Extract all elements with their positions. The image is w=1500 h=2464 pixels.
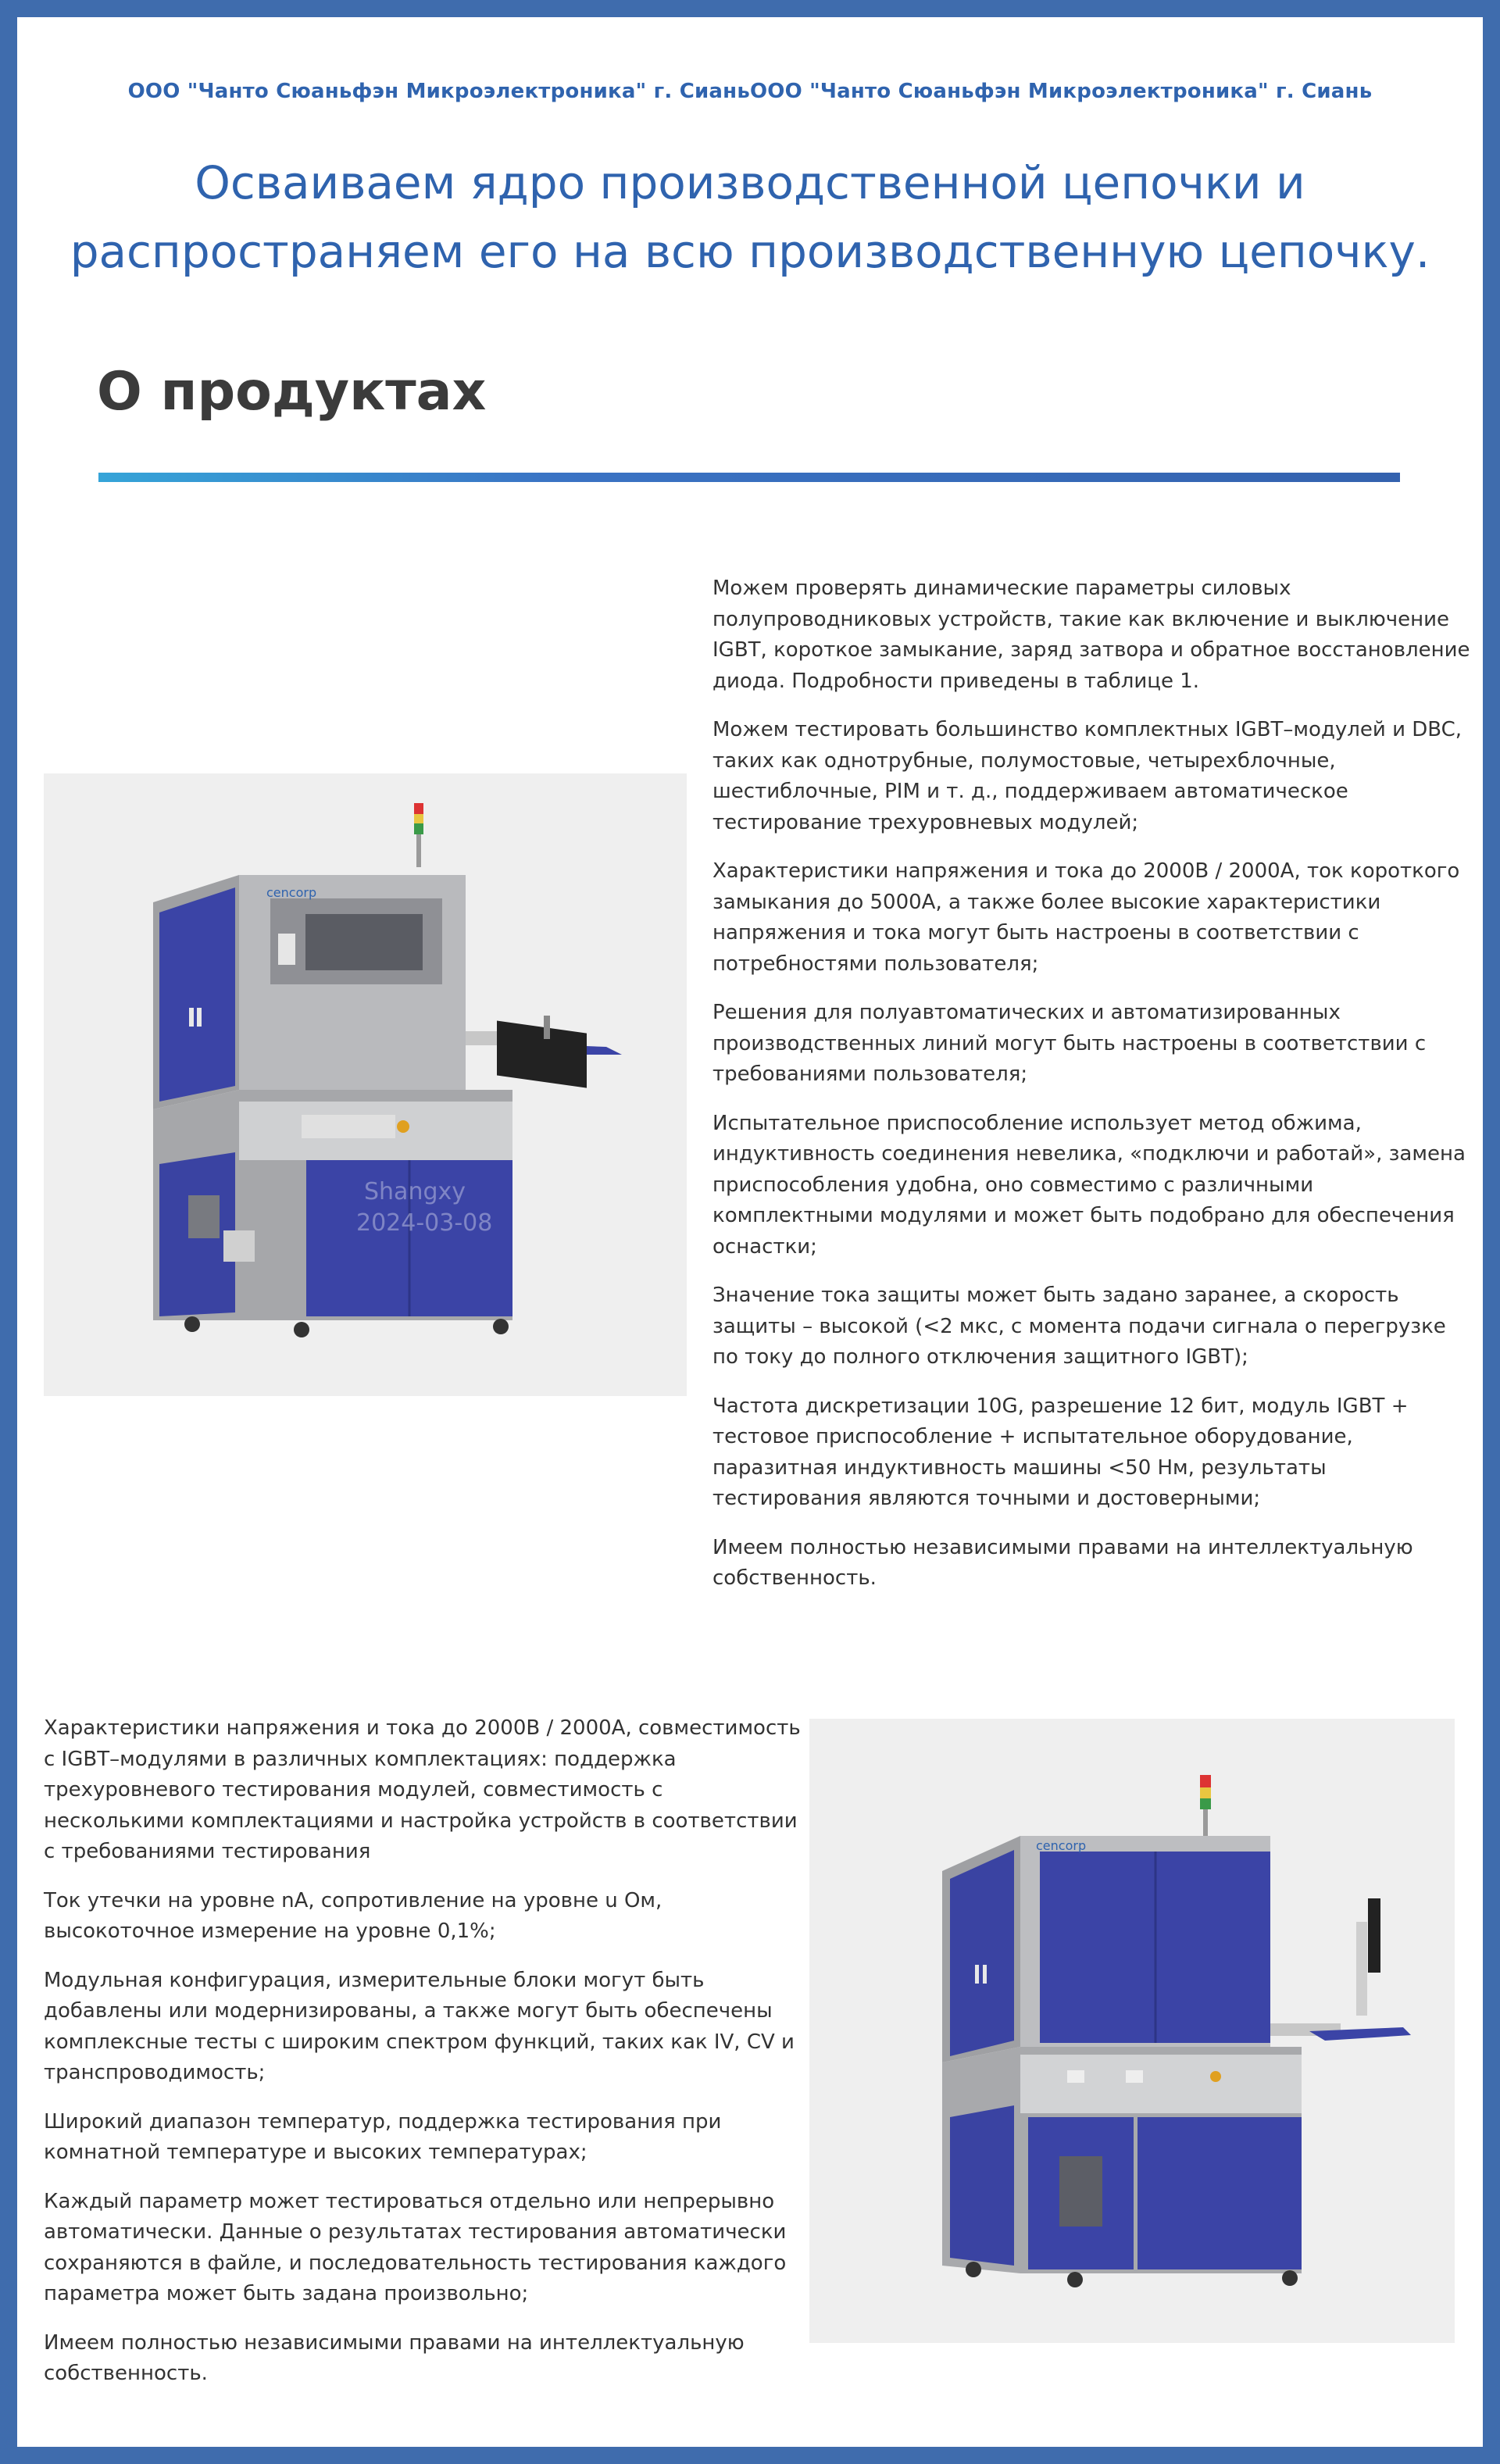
slogan-line-2: распространяем его на всю производственную цепочку. [70,225,1430,278]
product-2-paragraph: Ток утечки на уровне nA, сопротивление на уровне u Ом, высокоточное измерение на уровне 0,1%; [44,1888,662,1943]
test-machine-illustration-2 [809,1719,1455,2343]
product-1-description [712,573,1470,1612]
product-2-paragraph: Каждый параметр может тестироваться отдельно или непрерывно автоматически. Данные о результатах тестирования автоматически сохраняются в файле, и последовательность тестирования каждого параметра может быть задана произвольно; [44,2189,787,2305]
product-2-paragraph: Характеристики напряжения и тока до 2000В / 2000А, совместимость с IGBT–модулями в различных комплектациях: поддержка трехуровневого тестирования модулей, совместимость с несколькими комплектациями и настройка устройств в соответствии с требованиями тестирования [44,1716,801,1863]
slogan [62,148,1438,286]
product-1-paragraph: Характеристики напряжения и тока до 2000В / 2000А, ток короткого замыкания до 5000А, а также более высокие характеристики напряжения и тока могут быть настроены в соответствии с потребностями пользователя; [712,859,1460,976]
product-1-paragraph: Имеем полностью независимыми правами на интеллектуальную собственность. [712,1535,1413,1590]
product-2-paragraph: Широкий диапазон температур, поддержка тестирования при комнатной температуре и высоких температурах; [44,2109,722,2164]
product-photo-2 [809,1719,1455,2343]
product-1-paragraph: Решения для полуавтоматических и автоматизированных производственных линий могут быть настроены в соответствии с требованиями пользователя; [712,1001,1427,1086]
machine-brand-2: cencorp [1036,1838,1087,1853]
product-photo-1 [44,773,687,1396]
product-2-description [44,1713,809,2408]
product-1-paragraph: Частота дискретизации 10G, разрешение 12 бит, модуль IGBT + тестовое приспособление + испытательное оборудование, паразитная индуктивность машины <50 Нм, результаты тестирования являются точными и достоверными; [712,1394,1409,1510]
section-title: О продуктах [97,361,487,423]
product-1-paragraph: Значение тока защиты может быть задано заранее, а скорость защиты – высокой (<2 мкс, с момента подачи сигнала о перегрузке по току до полного отключения защитного IGBT); [712,1284,1446,1369]
machine-brand-1: cencorp [266,885,317,900]
product-1-paragraph: Можем проверять динамические параметры силовых полупроводниковых устройств, такие как включение и выключение IGBT, короткое замыкание, заряд затвора и обратное восстановление диода. Подробности приведены в таблице 1. [712,577,1470,693]
product-1-paragraph: Можем тестировать большинство комплектных IGBT–модулей и DBC, таких как однотрубные, полумостовые, четырехблочные, шестиблочные, PIM и т. д., поддерживаем автоматическое тестирование трехуровневых модулей; [712,718,1462,834]
slogan-line-1: Осваиваем ядро производственной цепочки и [195,156,1305,209]
photo-watermark-2: 2024-03-08 [356,1209,493,1237]
product-2-paragraph: Модульная конфигурация, измерительные блоки могут быть добавлены или модернизированы, а также могут быть обеспечены комплексные тесты с широким спектром функций, таких как IV, CV и транспроводимость; [44,1968,795,2084]
product-2-paragraph: Имеем полностью независимыми правами на интеллектуальную собственность. [44,2330,745,2385]
photo-watermark-1: Shangxy [364,1178,466,1205]
title-divider [98,473,1400,482]
product-1-paragraph: Испытательное приспособление использует метод обжима, индуктивность соединения невелика, «подключи и работай», замена приспособления удобна, оно совместимо с различными комплектными модулями и может быть подобрано для обеспечения оснастки; [712,1111,1466,1259]
company-header: ООО "Чанто Сюаньфэн Микроэлектроника" г. СианьООО "Чанто Сюаньфэн Микроэлектроника" г. Сиань [127,80,1373,103]
test-machine-illustration-1 [44,773,687,1396]
